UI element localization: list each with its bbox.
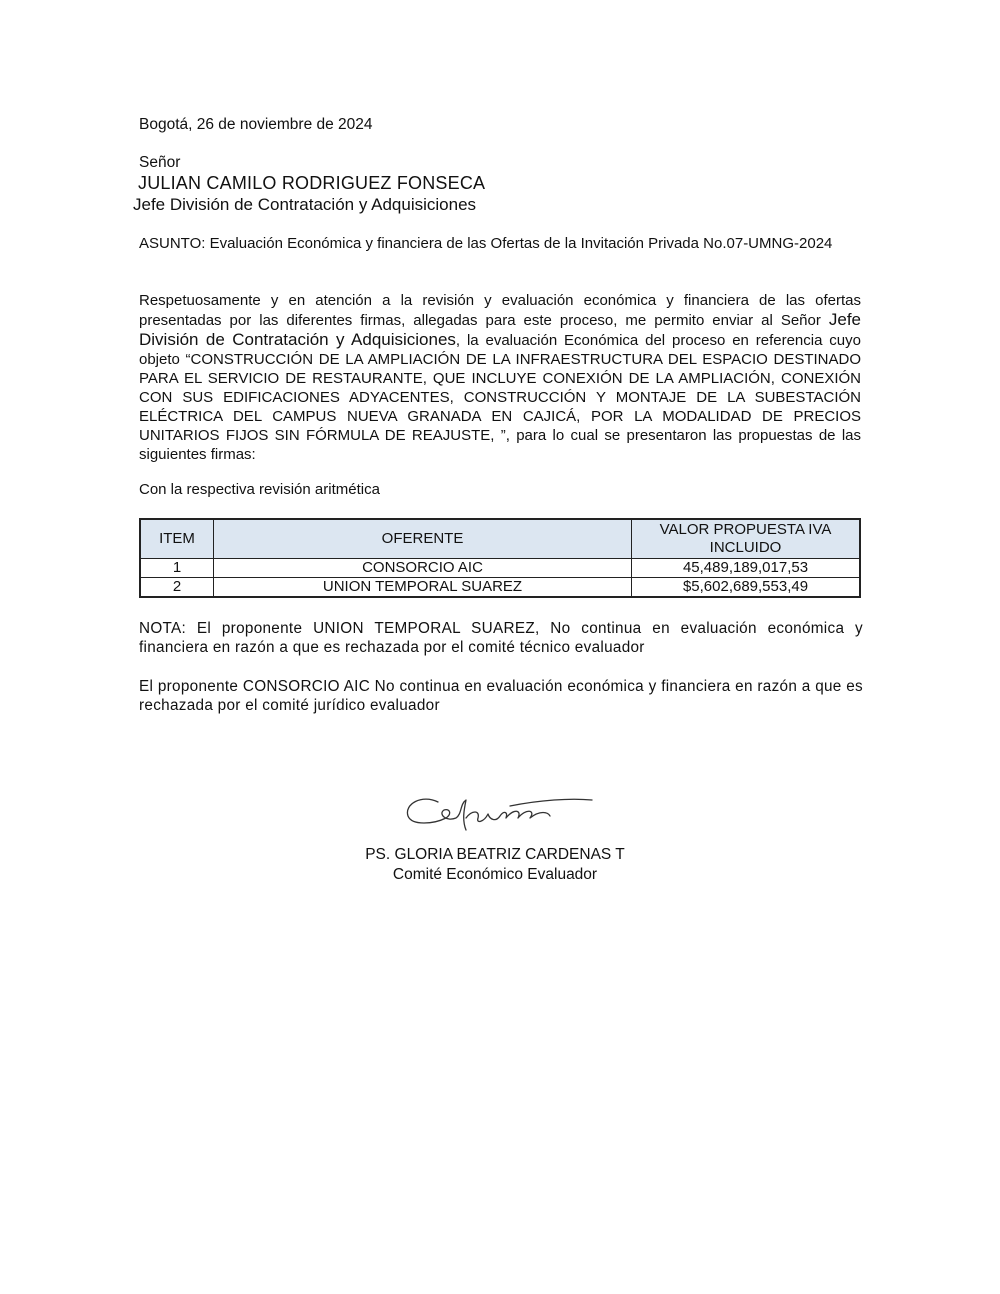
recipient-name: JULIAN CAMILO RODRIGUEZ FONSECA [138, 173, 486, 193]
signer-role: Comité Económico Evaluador [392, 866, 598, 883]
header-valor: VALOR PROPUESTA IVA INCLUIDO [632, 519, 861, 559]
offers-table [139, 518, 861, 598]
cell-oferente: UNION TEMPORAL SUAREZ [214, 578, 632, 598]
note-legal-rejection: El proponente CONSORCIO AIC No continua en evaluación económica y financiera en razón a que es rechazada por el comité jurídico evaluador [139, 678, 863, 714]
cell-valor: 45,489,189,017,53 [632, 559, 861, 578]
body-text-emphasis: Jefe División de Contratación y Adquisiciones [139, 310, 861, 349]
body-text-part2: , la evaluación Económica del proceso en referencia cuyo objeto “CONSTRUCCIÓN DE LA AMPLIACIÓN DE LA INFRAESTRUCTURA DEL ESPACIO DESTINADO PARA EL SERVICIO DE RESTAURANTE, QUE INCLUYE CONEXIÓN DE LA AMPLIACIÓN, CONEXIÓN CON SUS EDIFICACIONES ADYACENTES, CONSTRUCCIÓN Y MONTAJE DE LA SUBESTACIÓN ELÉCTRICA DEL CAMPUS NUEVA GRANADA EN CAJICÁ, POR LA MODALIDAD DE PRECIOS UNITARIOS FIJOS SIN FÓRMULA DE REAJUSTE, ”, para lo cual se presentaron las propuestas de las siguientes firmas: [139, 332, 861, 463]
cell-oferente: CONSORCIO AIC [214, 559, 632, 578]
header-item: ITEM [140, 519, 214, 559]
letter-subject: ASUNTO: Evaluación Económica y financiera de las Ofertas de la Invitación Privada No.07-UMNG-2024 [139, 235, 833, 252]
body-text-part1: Respetuosamente y en atención a la revisión y evaluación económica y financiera de las ofertas presentadas por las diferentes firmas, allegadas para este proceso, me permito enviar al Señor [139, 292, 861, 329]
note-technical-rejection: NOTA: El proponente UNION TEMPORAL SUAREZ, No continua en evaluación económica y financiera en razón a que es rechazada por el comité técnico evaluador [139, 620, 863, 656]
cell-valor: $5,602,689,553,49 [632, 578, 861, 598]
salutation: Señor [139, 154, 181, 171]
cell-item: 1 [140, 559, 214, 578]
handwritten-signature [400, 788, 600, 834]
table-header-row [140, 519, 860, 559]
table-row [140, 578, 860, 598]
letter-date: Bogotá, 26 de noviembre de 2024 [139, 116, 373, 133]
table-row [140, 559, 860, 578]
table-intro: Con la respectiva revisión aritmética [139, 481, 380, 498]
header-oferente: OFERENTE [214, 519, 632, 559]
cell-item: 2 [140, 578, 214, 598]
signer-name: PS. GLORIA BEATRIZ CARDENAS T [365, 846, 625, 863]
recipient-title: Jefe División de Contratación y Adquisiciones [133, 195, 477, 214]
letter-body [139, 291, 861, 464]
